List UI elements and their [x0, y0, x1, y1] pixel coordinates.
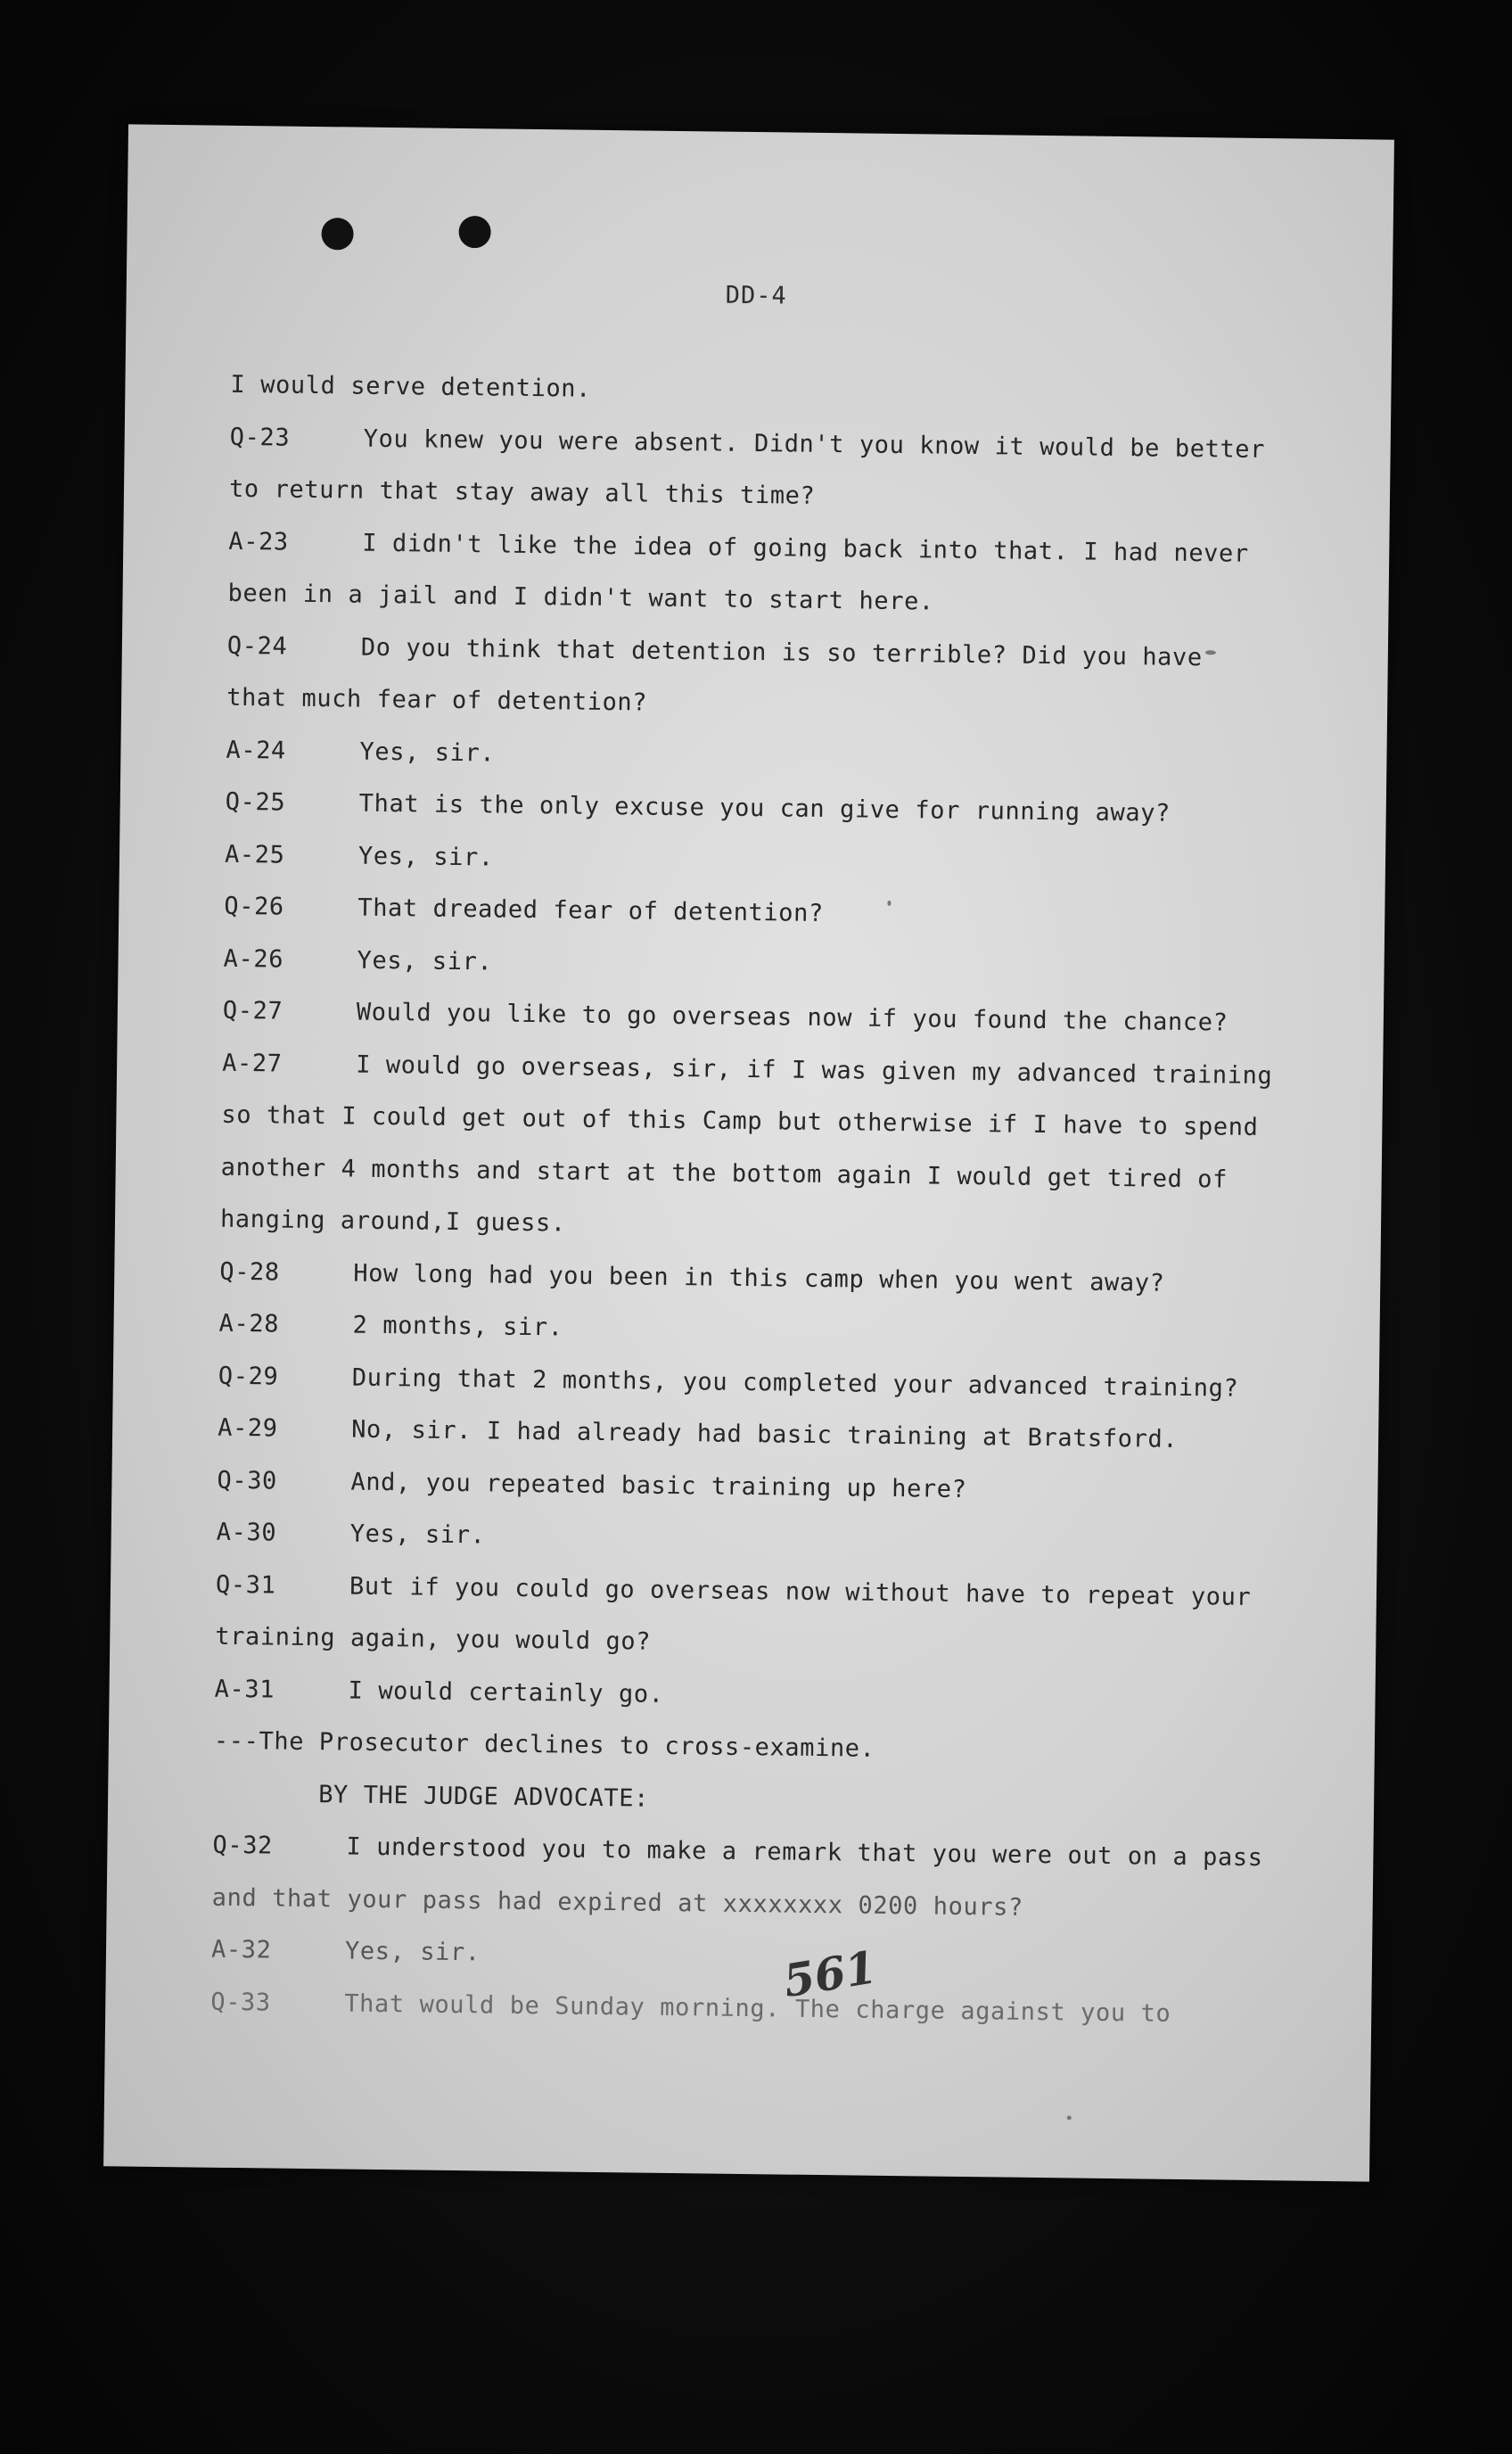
- entry-label: A-23: [228, 527, 289, 556]
- entry-label: A-30: [216, 1518, 277, 1547]
- punch-hole: [458, 216, 490, 248]
- entry-label: A-28: [218, 1309, 280, 1338]
- entry-text: I didn't like the idea of going back into that. I had never: [362, 529, 1249, 568]
- entry-text: so that I could get out of this Camp but otherwise if I have to spend: [221, 1100, 1259, 1141]
- entry-label: Q-32: [212, 1831, 274, 1860]
- entry-label: Q-25: [225, 787, 286, 817]
- entry-label: Q-23: [229, 423, 291, 452]
- paper-speck: [1067, 2115, 1072, 2120]
- entry-label: A-25: [224, 840, 285, 869]
- entry-text: ---The Prosecutor declines to cross-examine.: [213, 1726, 875, 1763]
- entry-text: And, you repeated basic training up here?: [350, 1468, 967, 1503]
- entry-label: Q-29: [218, 1362, 279, 1391]
- entry-label: A-26: [223, 944, 284, 974]
- entry-label: A-31: [214, 1675, 275, 1704]
- page-number: DD-4: [725, 281, 787, 310]
- entry-text: During that 2 months, you completed your advanced training?: [351, 1363, 1239, 1403]
- document-page: [103, 124, 1394, 2181]
- entry-text: I understood you to make a remark that you were out on a pass: [346, 1832, 1263, 1873]
- entry-text: That dreaded fear of detention?: [357, 893, 825, 928]
- entry-label: Q-27: [222, 996, 284, 1025]
- entry-label: Q-30: [217, 1466, 278, 1495]
- entry-label: Q-24: [226, 631, 288, 661]
- entry-text: How long had you been in this camp when you went away?: [353, 1259, 1165, 1297]
- entry-text: That is the only excuse you can give for running away?: [358, 789, 1171, 828]
- entry-text: Yes, sir.: [357, 842, 494, 871]
- entry-text: to return that stay away all this time?: [228, 474, 816, 510]
- entry-text: Do you think that detention is so terrible? Did you have: [360, 633, 1203, 671]
- entry-label: Q-26: [224, 892, 284, 921]
- entry-label: Q-28: [219, 1257, 280, 1287]
- entry-text: hanging around,I guess.: [219, 1205, 566, 1238]
- punch-hole: [321, 218, 353, 250]
- paper-speck: [887, 901, 891, 906]
- entry-text: Yes, sir.: [349, 1519, 486, 1550]
- entry-text: that much fear of detention?: [226, 683, 648, 717]
- entry-label: Q-31: [215, 1570, 276, 1600]
- entry-text: I would go overseas, sir, if I was given my advanced training: [355, 1050, 1273, 1090]
- entry-text: training again, you would go?: [215, 1622, 652, 1656]
- entry-text: another 4 months and start at the bottom again I would get tired of: [220, 1153, 1228, 1194]
- entry-label: A-24: [226, 736, 287, 765]
- entry-text: But if you could go overseas now without have to repeat your: [349, 1572, 1252, 1611]
- entry-text: 2 months, sir.: [352, 1311, 563, 1342]
- entry-label: A-27: [222, 1049, 283, 1078]
- entry-label: A-29: [218, 1413, 278, 1443]
- entry-text: I would certainly go.: [348, 1676, 664, 1709]
- transcript-body: [210, 359, 1319, 2042]
- entry-text: Yes, sir.: [344, 1937, 481, 1967]
- entry-label: A-32: [210, 1935, 272, 1964]
- entry-text: I would serve detention.: [230, 370, 592, 403]
- paper-speck: [1205, 650, 1216, 655]
- entry-text: That would be Sunday morning. The charge against you to: [344, 1989, 1171, 2028]
- entry-text: Yes, sir.: [359, 737, 496, 767]
- entry-text: BY THE JUDGE ADVOCATE:: [317, 1780, 650, 1813]
- page-stamp: 561: [779, 1940, 881, 2008]
- entry-text: Yes, sir.: [357, 946, 493, 976]
- entry-text: been in a jail and I didn't want to start here.: [227, 579, 934, 616]
- entry-label: Q-33: [210, 1988, 271, 2017]
- entry-text: No, sir. I had already had basic training at Bratsford.: [350, 1415, 1179, 1453]
- entry-text: You knew you were absent. Didn't you know it would be better: [363, 424, 1266, 464]
- entry-text: and that your pass had expired at xxxxxxxx 0200 hours?: [211, 1883, 1024, 1922]
- entry-text: Would you like to go overseas now if you found the chance?: [356, 998, 1228, 1037]
